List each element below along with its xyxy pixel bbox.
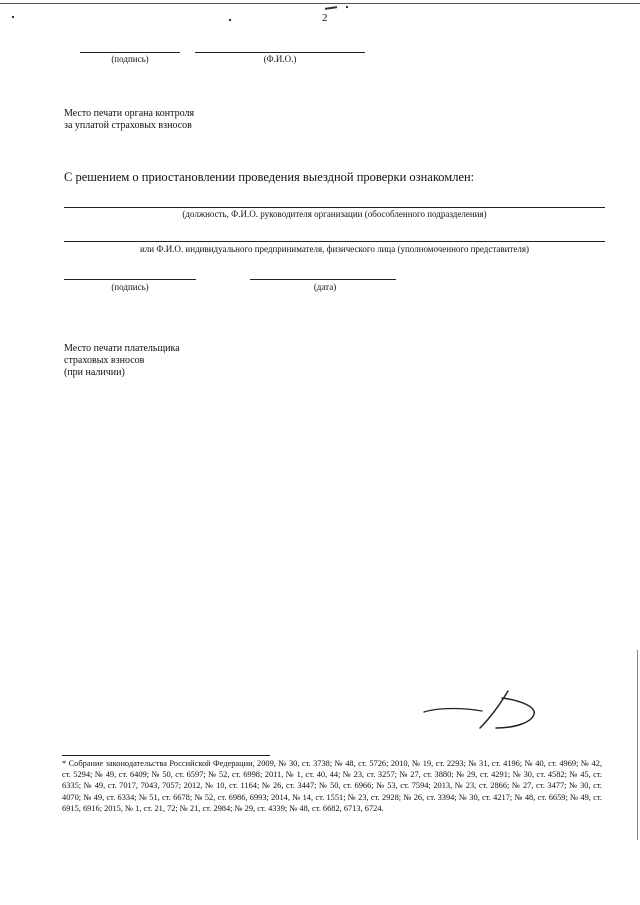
footnote-text: * Собрание законодательства Российской Федерации, 2009, № 30, ст. 3738; № 48, ст. 5726; 2010, № 19, ст. 2293; № 31, ст. 4196; № 40, ст. 4969; № 42, ст. 5294; № 49, ст. 6409; № 50, ст. 6597; № 52, ст. 6998; 2011, № 1, ст. 40, 44; № 23, ст. 3257; № 27, ст. 3880; № 29, ст. 4291; № 30, ст. 4582; № 45, ст. 6335; № 49, ст. 7017, 7043, 7057; 2012, № 10, ст. 1164; № 26, ст. 3447; № 50, ст. 6966; № 53, ст. 7594; 2013, № 23, ст. 2866; № 27, ст. 3477; № 30, ст. 4070; № 49, ст. 6334; № 51, ст. 6678; № 52, ст. 6986, 6993; 2014, № 14, ст. 1551; № 23, ст. 2928; № 26, ст. 3394; № 30, ст. 4217; № 48, ст. 6659; № 49, ст. 6915, 6916; 2015, № 1, ст. 21, 72; № 21, ст. 2984; № 29, ст. 4339; № 48, ст. 6682, 6713, 6724. [62,759,602,813]
stamp-place-payer-line-1: Место печати плательщика [64,343,180,354]
entrepreneur-line [64,241,605,242]
signature-caption-2: (подпись) [111,282,149,292]
fio-caption: (Ф.И.О.) [263,54,297,64]
head-position-line [64,207,605,208]
signature-caption: (подпись) [111,54,149,64]
stamp-place-payer-line-3: (при наличии) [64,367,125,378]
page-number: 2 [322,12,328,24]
stamp-place-control [64,108,194,132]
stamp-place-control-line-1: Место печати органа контроля [64,108,195,119]
signature-line [80,52,180,53]
footnote-separator [62,755,270,756]
scan-speck [346,6,348,8]
handwritten-signature [420,688,545,736]
stamp-place-payer [64,343,180,379]
scan-speck [229,19,231,21]
signature-line-2 [64,279,196,280]
stamp-place-payer-line-2: страховых взносов [64,355,145,366]
head-position-caption: (должность, Ф.И.О. руководителя организации (обособленного подразделения) [182,209,487,219]
acknowledgement-text: С решением о приостановлении проведения выездной проверки ознакомлен: [64,170,475,184]
entrepreneur-caption: или Ф.И.О. индивидуального предпринимателя, физического лица (уполномоченного представителя) [139,244,530,254]
scan-mark [325,6,337,10]
scan-speck [12,16,14,18]
date-caption: (дата) [313,282,337,292]
right-scan-edge [637,650,638,840]
stamp-place-control-line-2: за уплатой страховых взносов [64,120,192,131]
date-line [250,279,396,280]
top-scan-edge [0,3,640,4]
fio-line [195,52,365,53]
